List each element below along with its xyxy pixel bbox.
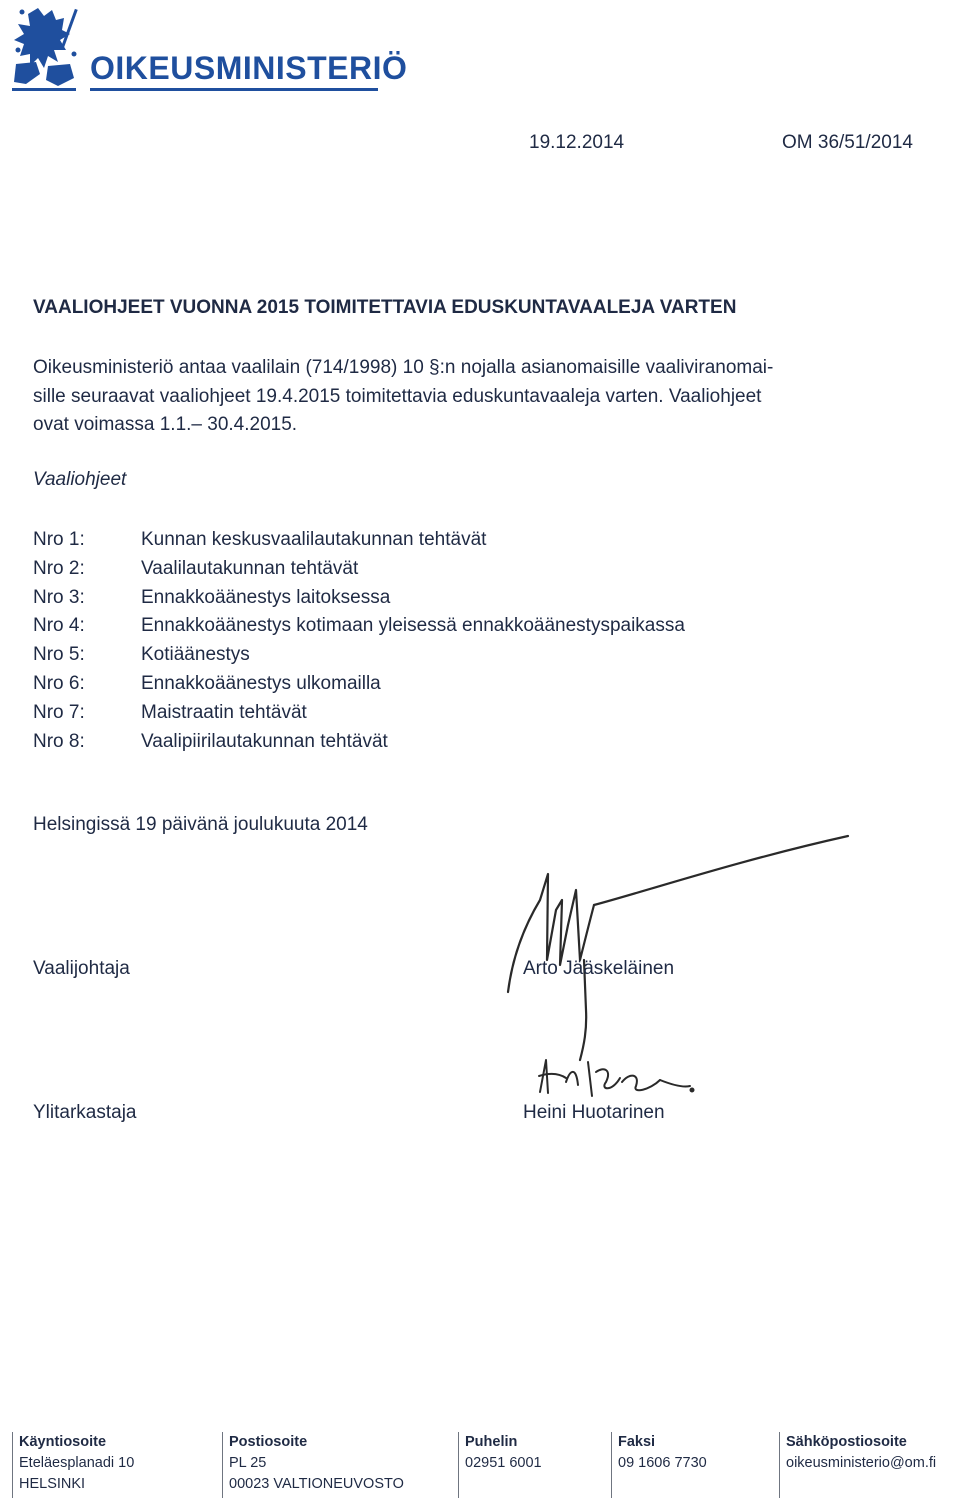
document-title: VAALIOHJEET VUONNA 2015 TOIMITETTAVIA EDUSKUNTAVAALEJA VARTEN: [33, 297, 737, 318]
intro-line: Oikeusministeriö antaa vaalilain (714/1998) 10 §:n nojalla asianomaisille vaaliviranomai-: [33, 357, 774, 378]
lion-emblem-icon: [8, 4, 88, 96]
guide-title: Kunnan keskusvaalilautakunnan tehtävät: [141, 529, 487, 550]
footer-line: 00023 VALTIONEUVOSTO: [229, 1476, 404, 1492]
footer-heading: Puhelin: [465, 1434, 518, 1450]
document-reference: OM 36/51/2014: [782, 132, 913, 153]
guide-number: Nro 6:: [33, 672, 85, 694]
intro-line: ovat voimassa 1.1.– 30.4.2015.: [33, 414, 298, 436]
guide-title: Ennakkoäänestys kotimaan yleisessä ennakkoäänestyspaikassa: [141, 615, 685, 637]
footer-heading: Postiosoite: [229, 1434, 308, 1450]
document-date: 19.12.2014: [529, 132, 625, 153]
footer-line: 02951 6001: [465, 1455, 542, 1471]
footer-visiting-address: [12, 1432, 222, 1498]
footer-heading: Sähköpostiosoite: [786, 1434, 907, 1450]
guide-number: Nro 5:: [33, 644, 85, 666]
signer-role: Vaalijohtaja: [33, 958, 130, 979]
footer-heading: Käyntiosoite: [19, 1434, 107, 1450]
footer-line: Eteläesplanadi 10: [19, 1455, 135, 1471]
guide-number: Nro 2:: [33, 557, 85, 579]
intro-paragraph: [33, 354, 913, 440]
guide-title: Ennakkoäänestys ulkomailla: [141, 672, 381, 694]
guides-subheading: Vaaliohjeet: [33, 469, 127, 490]
footer-contact: [12, 1432, 960, 1498]
footer-phone: [458, 1432, 611, 1498]
footer-postal-address: [222, 1432, 458, 1498]
footer-line: 09 1606 7730: [618, 1455, 707, 1471]
guide-number: Nro 4:: [33, 615, 85, 637]
guide-title: Kotiäänestys: [141, 644, 250, 666]
guide-title: Vaalilautakunnan tehtävät: [141, 557, 359, 579]
signer-name: Arto Jääskeläinen: [523, 958, 675, 979]
footer-line: HELSINKI: [19, 1476, 86, 1492]
footer-heading: Faksi: [618, 1434, 656, 1450]
footer-fax: [611, 1432, 779, 1498]
guide-number: Nro 3:: [33, 586, 85, 608]
signer-role: Ylitarkastaja: [33, 1102, 137, 1123]
footer-line: PL 25: [229, 1455, 267, 1471]
intro-line: sille seuraavat vaaliohjeet 19.4.2015 toimitettavia eduskuntavaaleja varten. Vaaliohjeet: [33, 385, 762, 407]
guide-number: Nro 8:: [33, 730, 85, 752]
signature-inspector: [539, 1060, 694, 1096]
signer-name: Heini Huotarinen: [523, 1102, 665, 1123]
footer-line: oikeusministerio@om.fi: [786, 1455, 937, 1471]
guide-number: Nro 1:: [33, 529, 85, 550]
guide-number: Nro 7:: [33, 701, 85, 723]
guide-title: Vaalipiirilautakunnan tehtävät: [141, 730, 388, 752]
logo-underline: [90, 88, 378, 91]
logo-text: OIKEUSMINISTERIÖ: [90, 50, 408, 86]
ministry-logo: [8, 4, 408, 96]
signature-director: [508, 836, 848, 1060]
place-and-date: Helsingissä 19 päivänä joulukuuta 2014: [33, 814, 368, 835]
guide-title: Maistraatin tehtävät: [141, 701, 307, 723]
guide-title: Ennakkoäänestys laitoksessa: [141, 586, 391, 608]
footer-email: [779, 1432, 960, 1498]
